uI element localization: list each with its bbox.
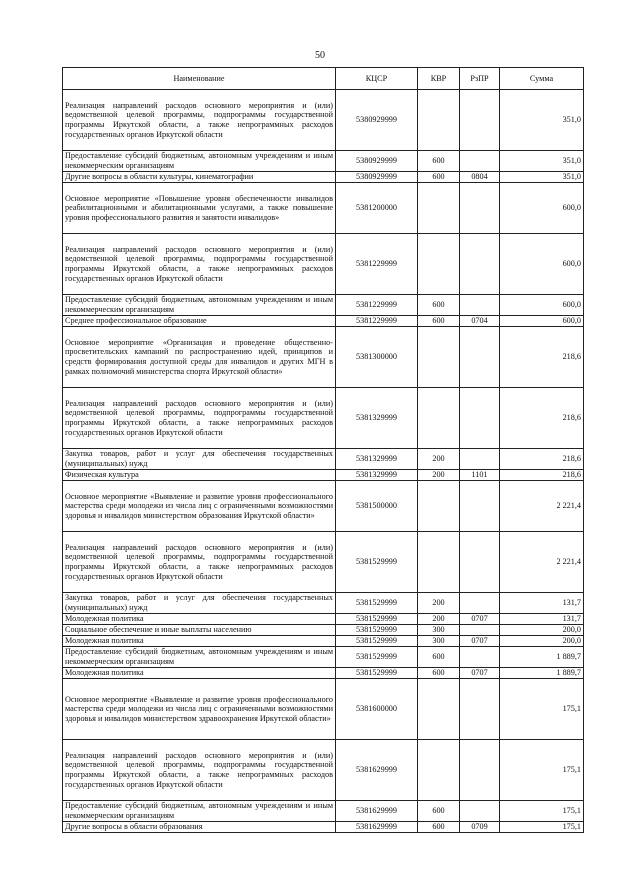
cell-sum: 218,6 bbox=[500, 388, 584, 449]
cell-name: Реализация направлений расходов основного мероприятия и (или) ведомственной целевой программы, подпрограммы государственной программы Иркутской области, а также непрограммных расходов государственных органов Иркутской области bbox=[63, 90, 336, 151]
cell-name: Основное мероприятие «Выявление и развитие уровня профессионального мастерства среди молодежи из числа лиц с ограниченными возможностями здоровья и инвалидов министерством здравоохранения Иркутской области» bbox=[63, 679, 336, 740]
cell-sum: 1 889,7 bbox=[500, 668, 584, 679]
table-row bbox=[63, 614, 584, 625]
cell-kcsr: 5381329999 bbox=[336, 388, 418, 449]
cell-name: Социальное обеспечение и иные выплаты населению bbox=[63, 625, 336, 636]
cell-name: Реализация направлений расходов основного мероприятия и (или) ведомственной целевой программы, подпрограммы государственной программы Иркутской области, а также непрограммных расходов государственных органов Иркутской области bbox=[63, 234, 336, 295]
cell-sum: 175,1 bbox=[500, 801, 584, 822]
table-row bbox=[63, 481, 584, 532]
cell-rzpr: 0707 bbox=[460, 668, 500, 679]
cell-name: Реализация направлений расходов основного мероприятия и (или) ведомственной целевой программы, подпрограммы государственной программы Иркутской области, а также непрограммных расходов государственных органов Иркутской области bbox=[63, 740, 336, 801]
cell-kvr bbox=[418, 183, 460, 234]
cell-name: Физическая культура bbox=[63, 470, 336, 481]
cell-name: Предоставление субсидий бюджетным, автономным учреждениям и иным некоммерческим организациям bbox=[63, 295, 336, 316]
cell-kcsr: 5380929999 bbox=[336, 90, 418, 151]
cell-name: Среднее профессиональное образование bbox=[63, 316, 336, 327]
cell-rzpr bbox=[460, 740, 500, 801]
cell-name: Молодежная политика bbox=[63, 614, 336, 625]
cell-rzpr bbox=[460, 481, 500, 532]
page-number: 50 bbox=[315, 50, 325, 61]
cell-kvr bbox=[418, 90, 460, 151]
cell-name: Предоставление субсидий бюджетным, автономным учреждениям и иным некоммерческим организациям bbox=[63, 151, 336, 172]
cell-kcsr: 5381600000 bbox=[336, 679, 418, 740]
cell-name: Закупка товаров, работ и услуг для обеспечения государственных (муниципальных) нужд bbox=[63, 449, 336, 470]
cell-kcsr: 5381529999 bbox=[336, 614, 418, 625]
cell-kcsr: 5381229999 bbox=[336, 234, 418, 295]
table-row bbox=[63, 172, 584, 183]
cell-rzpr bbox=[460, 90, 500, 151]
cell-rzpr bbox=[460, 679, 500, 740]
cell-name: Другие вопросы в области культуры, кинематографии bbox=[63, 172, 336, 183]
table-row bbox=[63, 327, 584, 388]
cell-kvr: 200 bbox=[418, 449, 460, 470]
table-row bbox=[63, 234, 584, 295]
table-row bbox=[63, 388, 584, 449]
cell-rzpr bbox=[460, 295, 500, 316]
cell-kcsr: 5381229999 bbox=[336, 316, 418, 327]
cell-kcsr: 5381529999 bbox=[336, 593, 418, 614]
cell-rzpr bbox=[460, 449, 500, 470]
table-row bbox=[63, 801, 584, 822]
cell-rzpr: 0707 bbox=[460, 636, 500, 647]
cell-sum: 1 889,7 bbox=[500, 647, 584, 668]
cell-rzpr: 0707 bbox=[460, 614, 500, 625]
cell-sum: 351,0 bbox=[500, 90, 584, 151]
header-kcsr: КЦСР bbox=[336, 68, 418, 90]
cell-kvr: 300 bbox=[418, 625, 460, 636]
cell-sum: 131,7 bbox=[500, 593, 584, 614]
cell-sum: 131,7 bbox=[500, 614, 584, 625]
cell-rzpr bbox=[460, 801, 500, 822]
cell-kvr: 600 bbox=[418, 316, 460, 327]
table-row bbox=[63, 151, 584, 172]
cell-sum: 175,1 bbox=[500, 740, 584, 801]
cell-rzpr bbox=[460, 625, 500, 636]
table-header-row bbox=[63, 68, 584, 90]
cell-kcsr: 5381629999 bbox=[336, 740, 418, 801]
table-row bbox=[63, 316, 584, 327]
cell-rzpr: 0709 bbox=[460, 822, 500, 833]
table-row bbox=[63, 822, 584, 833]
table-row bbox=[63, 679, 584, 740]
cell-rzpr bbox=[460, 327, 500, 388]
table-row bbox=[63, 647, 584, 668]
cell-kcsr: 5380929999 bbox=[336, 172, 418, 183]
cell-rzpr bbox=[460, 183, 500, 234]
cell-sum: 2 221,4 bbox=[500, 481, 584, 532]
header-sum: Сумма bbox=[500, 68, 584, 90]
cell-sum: 351,0 bbox=[500, 151, 584, 172]
cell-kvr: 600 bbox=[418, 295, 460, 316]
cell-kcsr: 5381229999 bbox=[336, 295, 418, 316]
header-rzpr: РзПР bbox=[460, 68, 500, 90]
cell-kvr: 600 bbox=[418, 668, 460, 679]
table-row bbox=[63, 636, 584, 647]
cell-kvr: 600 bbox=[418, 801, 460, 822]
cell-kvr bbox=[418, 327, 460, 388]
table-row bbox=[63, 740, 584, 801]
cell-rzpr bbox=[460, 234, 500, 295]
cell-kvr: 200 bbox=[418, 470, 460, 481]
table-row bbox=[63, 625, 584, 636]
cell-kvr bbox=[418, 481, 460, 532]
cell-kcsr: 5381500000 bbox=[336, 481, 418, 532]
cell-kvr bbox=[418, 740, 460, 801]
cell-name: Молодежная политика bbox=[63, 668, 336, 679]
cell-kvr bbox=[418, 679, 460, 740]
cell-sum: 175,1 bbox=[500, 679, 584, 740]
cell-kvr bbox=[418, 388, 460, 449]
cell-kvr: 300 bbox=[418, 636, 460, 647]
cell-rzpr: 0804 bbox=[460, 172, 500, 183]
cell-kvr: 200 bbox=[418, 593, 460, 614]
cell-name: Предоставление субсидий бюджетным, автономным учреждениям и иным некоммерческим организациям bbox=[63, 647, 336, 668]
cell-sum: 600,0 bbox=[500, 316, 584, 327]
table-row bbox=[63, 449, 584, 470]
cell-sum: 175,1 bbox=[500, 822, 584, 833]
cell-kvr bbox=[418, 234, 460, 295]
table-row bbox=[63, 90, 584, 151]
cell-kcsr: 5381200000 bbox=[336, 183, 418, 234]
cell-rzpr bbox=[460, 532, 500, 593]
cell-name: Реализация направлений расходов основного мероприятия и (или) ведомственной целевой программы, подпрограммы государственной программы Иркутской области, а также непрограммных расходов государственных органов Иркутской области bbox=[63, 532, 336, 593]
cell-sum: 218,6 bbox=[500, 449, 584, 470]
cell-kcsr: 5381529999 bbox=[336, 647, 418, 668]
table-row bbox=[63, 532, 584, 593]
cell-sum: 600,0 bbox=[500, 295, 584, 316]
cell-kcsr: 5381529999 bbox=[336, 668, 418, 679]
cell-name: Основное мероприятие «Организация и проведение общественно-просветительских кампаний по распространению идей, принципов и средств формирования доступной среды для инвалидов и других МГН в рамках полномочий министерства спорта Иркутской области» bbox=[63, 327, 336, 388]
table-row bbox=[63, 593, 584, 614]
cell-rzpr bbox=[460, 593, 500, 614]
cell-name: Реализация направлений расходов основного мероприятия и (или) ведомственной целевой программы, подпрограммы государственной программы Иркутской области, а также непрограммных расходов государственных органов Иркутской области bbox=[63, 388, 336, 449]
cell-name: Основное мероприятие «Повышение уровня обеспеченности инвалидов реабилитационными и абилитационными услугами, а также повышение уровня профессионального развития и занятости инвалидов» bbox=[63, 183, 336, 234]
cell-kcsr: 5381629999 bbox=[336, 822, 418, 833]
cell-name: Основное мероприятие «Выявление и развитие уровня профессионального мастерства среди молодежи из числа лиц с ограниченными возможностями здоровья и инвалидов министерством образования Иркутской области» bbox=[63, 481, 336, 532]
cell-rzpr bbox=[460, 388, 500, 449]
cell-sum: 600,0 bbox=[500, 183, 584, 234]
table-row bbox=[63, 183, 584, 234]
cell-kvr: 600 bbox=[418, 822, 460, 833]
cell-sum: 2 221,4 bbox=[500, 532, 584, 593]
cell-kcsr: 5381329999 bbox=[336, 449, 418, 470]
cell-kcsr: 5381529999 bbox=[336, 636, 418, 647]
cell-kcsr: 5381529999 bbox=[336, 625, 418, 636]
cell-kcsr: 5380929999 bbox=[336, 151, 418, 172]
cell-kvr: 600 bbox=[418, 151, 460, 172]
cell-kcsr: 5381300000 bbox=[336, 327, 418, 388]
cell-rzpr: 0704 bbox=[460, 316, 500, 327]
cell-rzpr bbox=[460, 647, 500, 668]
cell-name: Молодежная политика bbox=[63, 636, 336, 647]
header-name: Наименование bbox=[63, 68, 336, 90]
table-row bbox=[63, 668, 584, 679]
budget-table bbox=[62, 67, 584, 833]
cell-sum: 200,0 bbox=[500, 625, 584, 636]
cell-name: Предоставление субсидий бюджетным, автономным учреждениям и иным некоммерческим организациям bbox=[63, 801, 336, 822]
cell-name: Другие вопросы в области образования bbox=[63, 822, 336, 833]
table-row bbox=[63, 295, 584, 316]
header-kvr: КВР bbox=[418, 68, 460, 90]
cell-kcsr: 5381529999 bbox=[336, 532, 418, 593]
cell-sum: 600,0 bbox=[500, 234, 584, 295]
cell-rzpr: 1101 bbox=[460, 470, 500, 481]
cell-kvr bbox=[418, 532, 460, 593]
cell-kcsr: 5381329999 bbox=[336, 470, 418, 481]
cell-kcsr: 5381629999 bbox=[336, 801, 418, 822]
cell-kvr: 600 bbox=[418, 647, 460, 668]
table-row bbox=[63, 470, 584, 481]
cell-sum: 351,0 bbox=[500, 172, 584, 183]
table-body bbox=[63, 90, 584, 833]
cell-kvr: 600 bbox=[418, 172, 460, 183]
cell-kvr: 200 bbox=[418, 614, 460, 625]
cell-sum: 200,0 bbox=[500, 636, 584, 647]
cell-name: Закупка товаров, работ и услуг для обеспечения государственных (муниципальных) нужд bbox=[63, 593, 336, 614]
cell-sum: 218,6 bbox=[500, 327, 584, 388]
cell-rzpr bbox=[460, 151, 500, 172]
cell-sum: 218,6 bbox=[500, 470, 584, 481]
